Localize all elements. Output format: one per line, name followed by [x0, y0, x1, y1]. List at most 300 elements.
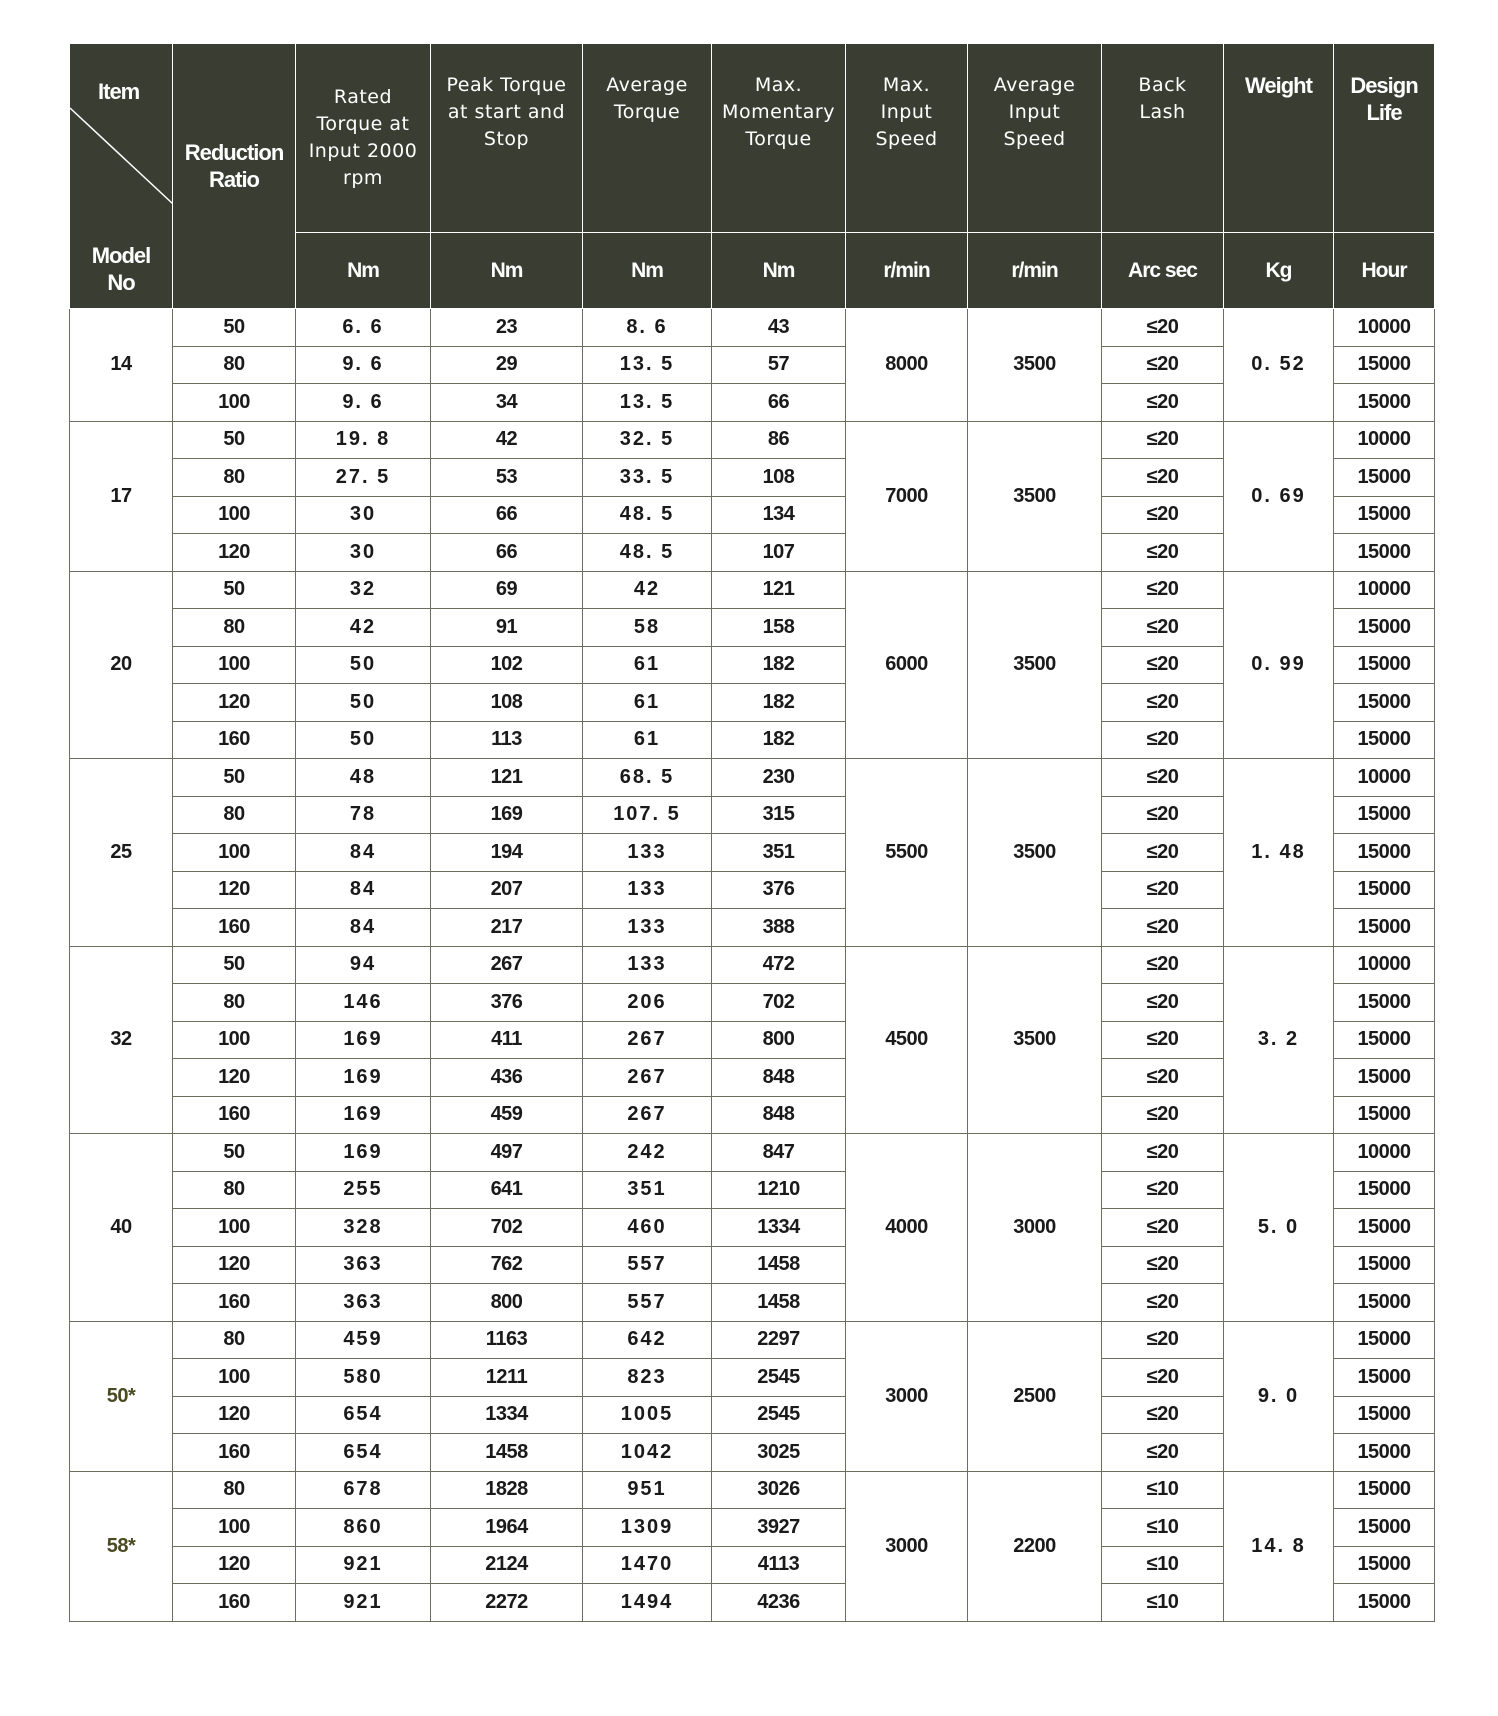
- average-torque-cell: 68. 5: [583, 759, 712, 797]
- max-momentary-torque-cell: 1458: [712, 1284, 846, 1322]
- header-average-input-speed: Average Input Speed: [968, 44, 1102, 233]
- unit-peak-torque: Nm: [431, 233, 583, 309]
- average-torque-cell: 133: [583, 909, 712, 947]
- rated-torque-cell: 328: [296, 1209, 431, 1247]
- max-momentary-torque-cell: 43: [712, 309, 846, 347]
- peak-torque-cell: 194: [431, 834, 583, 872]
- max-momentary-torque-cell: 315: [712, 796, 846, 834]
- max-momentary-torque-cell: 848: [712, 1096, 846, 1134]
- ratio-cell: 100: [173, 496, 296, 534]
- ratio-cell: 160: [173, 909, 296, 947]
- max-input-speed-cell: 7000: [846, 421, 968, 571]
- rated-torque-cell: 84: [296, 834, 431, 872]
- back-lash-cell: ≤20: [1102, 534, 1224, 572]
- max-momentary-torque-cell: 1210: [712, 1171, 846, 1209]
- table-row: [70, 571, 1435, 609]
- peak-torque-cell: 42: [431, 421, 583, 459]
- ratio-cell: 120: [173, 1396, 296, 1434]
- rated-torque-cell: 9. 6: [296, 346, 431, 384]
- ratio-cell: 80: [173, 346, 296, 384]
- max-momentary-torque-cell: 848: [712, 1059, 846, 1097]
- unit-design-life: Hour: [1334, 233, 1435, 309]
- rated-torque-cell: 678: [296, 1471, 431, 1509]
- model-cell: 14: [70, 309, 173, 422]
- table-row: [70, 759, 1435, 797]
- rated-torque-cell: 169: [296, 1059, 431, 1097]
- max-momentary-torque-cell: 1458: [712, 1246, 846, 1284]
- design-life-cell: 15000: [1334, 684, 1435, 722]
- peak-torque-cell: 207: [431, 871, 583, 909]
- ratio-cell: 100: [173, 1359, 296, 1397]
- header-row-labels: [70, 44, 1435, 233]
- peak-torque-cell: 113: [431, 721, 583, 759]
- rated-torque-cell: 146: [296, 984, 431, 1022]
- max-momentary-torque-cell: 66: [712, 384, 846, 422]
- ratio-cell: 120: [173, 871, 296, 909]
- ratio-cell: 120: [173, 1246, 296, 1284]
- max-momentary-torque-cell: 57: [712, 346, 846, 384]
- peak-torque-cell: 1334: [431, 1396, 583, 1434]
- peak-torque-cell: 2272: [431, 1584, 583, 1622]
- average-torque-cell: 1042: [583, 1434, 712, 1472]
- peak-torque-cell: 762: [431, 1246, 583, 1284]
- max-input-speed-cell: 4000: [846, 1134, 968, 1322]
- unit-max-momentary-torque: Nm: [712, 233, 846, 309]
- ratio-cell: 80: [173, 1471, 296, 1509]
- unit-back-lash: Arc sec: [1102, 233, 1224, 309]
- model-cell: 50*: [70, 1321, 173, 1471]
- rated-torque-cell: 921: [296, 1546, 431, 1584]
- header-rated-torque: Rated Torque at Input 2000 rpm: [296, 44, 431, 233]
- back-lash-cell: ≤20: [1102, 1059, 1224, 1097]
- unit-average-torque: Nm: [583, 233, 712, 309]
- ratio-cell: 160: [173, 721, 296, 759]
- average-torque-cell: 133: [583, 946, 712, 984]
- average-torque-cell: 1470: [583, 1546, 712, 1584]
- peak-torque-cell: 2124: [431, 1546, 583, 1584]
- header-average-torque: Average Torque: [583, 44, 712, 233]
- back-lash-cell: ≤20: [1102, 1434, 1224, 1472]
- back-lash-cell: ≤10: [1102, 1471, 1224, 1509]
- header-reduction-ratio: Reduction Ratio: [173, 44, 296, 309]
- weight-cell: 5. 0: [1224, 1134, 1334, 1322]
- rated-torque-cell: 255: [296, 1171, 431, 1209]
- max-input-speed-cell: 8000: [846, 309, 968, 422]
- design-life-cell: 10000: [1334, 1134, 1435, 1172]
- average-input-speed-cell: 2500: [968, 1321, 1102, 1471]
- rated-torque-cell: 169: [296, 1134, 431, 1172]
- design-life-cell: 15000: [1334, 1509, 1435, 1547]
- peak-torque-cell: 1163: [431, 1321, 583, 1359]
- design-life-cell: 15000: [1334, 459, 1435, 497]
- design-life-cell: 10000: [1334, 421, 1435, 459]
- average-torque-cell: 1005: [583, 1396, 712, 1434]
- average-torque-cell: 107. 5: [583, 796, 712, 834]
- header-weight: Weight: [1224, 44, 1334, 233]
- max-momentary-torque-cell: 472: [712, 946, 846, 984]
- average-torque-cell: 267: [583, 1021, 712, 1059]
- max-input-speed-cell: 4500: [846, 946, 968, 1134]
- back-lash-cell: ≤20: [1102, 1396, 1224, 1434]
- weight-cell: 3. 2: [1224, 946, 1334, 1134]
- peak-torque-cell: 1828: [431, 1471, 583, 1509]
- max-momentary-torque-cell: 134: [712, 496, 846, 534]
- design-life-cell: 15000: [1334, 1021, 1435, 1059]
- design-life-cell: 15000: [1334, 871, 1435, 909]
- back-lash-cell: ≤20: [1102, 571, 1224, 609]
- peak-torque-cell: 459: [431, 1096, 583, 1134]
- back-lash-cell: ≤20: [1102, 1246, 1224, 1284]
- peak-torque-cell: 66: [431, 534, 583, 572]
- max-momentary-torque-cell: 182: [712, 684, 846, 722]
- rated-torque-cell: 580: [296, 1359, 431, 1397]
- max-momentary-torque-cell: 847: [712, 1134, 846, 1172]
- max-input-speed-cell: 6000: [846, 571, 968, 759]
- rated-torque-cell: 860: [296, 1509, 431, 1547]
- ratio-cell: 100: [173, 1209, 296, 1247]
- back-lash-cell: ≤20: [1102, 1134, 1224, 1172]
- back-lash-cell: ≤20: [1102, 834, 1224, 872]
- peak-torque-cell: 169: [431, 796, 583, 834]
- rated-torque-cell: 78: [296, 796, 431, 834]
- average-torque-cell: 557: [583, 1246, 712, 1284]
- average-torque-cell: 48. 5: [583, 496, 712, 534]
- average-torque-cell: 32. 5: [583, 421, 712, 459]
- max-momentary-torque-cell: 182: [712, 646, 846, 684]
- design-life-cell: 15000: [1334, 834, 1435, 872]
- rated-torque-cell: 654: [296, 1434, 431, 1472]
- rated-torque-cell: 363: [296, 1284, 431, 1322]
- max-momentary-torque-cell: 2545: [712, 1396, 846, 1434]
- design-life-cell: 15000: [1334, 984, 1435, 1022]
- design-life-cell: 15000: [1334, 796, 1435, 834]
- table-row: [70, 309, 1435, 347]
- average-torque-cell: 557: [583, 1284, 712, 1322]
- unit-rated-torque: Nm: [296, 233, 431, 309]
- average-torque-cell: 61: [583, 721, 712, 759]
- back-lash-cell: ≤20: [1102, 609, 1224, 647]
- rated-torque-cell: 50: [296, 684, 431, 722]
- back-lash-cell: ≤20: [1102, 646, 1224, 684]
- peak-torque-cell: 23: [431, 309, 583, 347]
- average-torque-cell: 48. 5: [583, 534, 712, 572]
- peak-torque-cell: 411: [431, 1021, 583, 1059]
- back-lash-cell: ≤10: [1102, 1509, 1224, 1547]
- header-max-momentary-torque: Max. Momentary Torque: [712, 44, 846, 233]
- average-input-speed-cell: 3500: [968, 421, 1102, 571]
- rated-torque-cell: 459: [296, 1321, 431, 1359]
- average-torque-cell: 61: [583, 646, 712, 684]
- model-cell: 25: [70, 759, 173, 947]
- corner-header: [70, 44, 173, 309]
- average-torque-cell: 61: [583, 684, 712, 722]
- design-life-cell: 15000: [1334, 1321, 1435, 1359]
- rated-torque-cell: 27. 5: [296, 459, 431, 497]
- average-torque-cell: 242: [583, 1134, 712, 1172]
- design-life-cell: 15000: [1334, 609, 1435, 647]
- max-momentary-torque-cell: 107: [712, 534, 846, 572]
- back-lash-cell: ≤20: [1102, 496, 1224, 534]
- max-momentary-torque-cell: 702: [712, 984, 846, 1022]
- back-lash-cell: ≤20: [1102, 1321, 1224, 1359]
- ratio-cell: 100: [173, 646, 296, 684]
- max-input-speed-cell: 5500: [846, 759, 968, 947]
- back-lash-cell: ≤20: [1102, 1096, 1224, 1134]
- ratio-cell: 160: [173, 1434, 296, 1472]
- max-momentary-torque-cell: 86: [712, 421, 846, 459]
- design-life-cell: 15000: [1334, 1284, 1435, 1322]
- rated-torque-cell: 50: [296, 721, 431, 759]
- design-life-cell: 15000: [1334, 346, 1435, 384]
- table-row: [70, 946, 1435, 984]
- unit-average-input-speed: r/min: [968, 233, 1102, 309]
- average-torque-cell: 58: [583, 609, 712, 647]
- average-torque-cell: 33. 5: [583, 459, 712, 497]
- peak-torque-cell: 34: [431, 384, 583, 422]
- max-momentary-torque-cell: 800: [712, 1021, 846, 1059]
- weight-cell: 14. 8: [1224, 1471, 1334, 1621]
- rated-torque-cell: 9. 6: [296, 384, 431, 422]
- average-torque-cell: 1494: [583, 1584, 712, 1622]
- design-life-cell: 15000: [1334, 384, 1435, 422]
- peak-torque-cell: 108: [431, 684, 583, 722]
- max-momentary-torque-cell: 2297: [712, 1321, 846, 1359]
- design-life-cell: 10000: [1334, 309, 1435, 347]
- table-row: [70, 421, 1435, 459]
- weight-cell: 0. 52: [1224, 309, 1334, 422]
- peak-torque-cell: 1458: [431, 1434, 583, 1472]
- ratio-cell: 120: [173, 684, 296, 722]
- peak-torque-cell: 102: [431, 646, 583, 684]
- header-design-life: Design Life: [1334, 44, 1435, 233]
- back-lash-cell: ≤20: [1102, 1209, 1224, 1247]
- ratio-cell: 50: [173, 421, 296, 459]
- unit-max-input-speed: r/min: [846, 233, 968, 309]
- max-momentary-torque-cell: 3025: [712, 1434, 846, 1472]
- header-back-lash: Back Lash: [1102, 44, 1224, 233]
- design-life-cell: 15000: [1334, 496, 1435, 534]
- ratio-cell: 50: [173, 1134, 296, 1172]
- rated-torque-cell: 48: [296, 759, 431, 797]
- average-input-speed-cell: 3500: [968, 759, 1102, 947]
- design-life-cell: 15000: [1334, 1434, 1435, 1472]
- design-life-cell: 15000: [1334, 909, 1435, 947]
- max-momentary-torque-cell: 2545: [712, 1359, 846, 1397]
- design-life-cell: 15000: [1334, 1171, 1435, 1209]
- rated-torque-cell: 42: [296, 609, 431, 647]
- model-cell: 17: [70, 421, 173, 571]
- ratio-cell: 80: [173, 984, 296, 1022]
- back-lash-cell: ≤20: [1102, 346, 1224, 384]
- rated-torque-cell: 19. 8: [296, 421, 431, 459]
- average-input-speed-cell: 3500: [968, 309, 1102, 422]
- peak-torque-cell: 1964: [431, 1509, 583, 1547]
- corner-item-label: Item: [98, 79, 140, 104]
- peak-torque-cell: 217: [431, 909, 583, 947]
- design-life-cell: 15000: [1334, 1096, 1435, 1134]
- table-body: [70, 309, 1435, 1622]
- peak-torque-cell: 497: [431, 1134, 583, 1172]
- ratio-cell: 160: [173, 1284, 296, 1322]
- back-lash-cell: ≤20: [1102, 421, 1224, 459]
- back-lash-cell: ≤20: [1102, 871, 1224, 909]
- back-lash-cell: ≤20: [1102, 384, 1224, 422]
- peak-torque-cell: 29: [431, 346, 583, 384]
- peak-torque-cell: 800: [431, 1284, 583, 1322]
- peak-torque-cell: 376: [431, 984, 583, 1022]
- max-momentary-torque-cell: 4236: [712, 1584, 846, 1622]
- rated-torque-cell: 84: [296, 909, 431, 947]
- peak-torque-cell: 1211: [431, 1359, 583, 1397]
- rated-torque-cell: 6. 6: [296, 309, 431, 347]
- rated-torque-cell: 50: [296, 646, 431, 684]
- rated-torque-cell: 84: [296, 871, 431, 909]
- table-row: [70, 1321, 1435, 1359]
- average-torque-cell: 42: [583, 571, 712, 609]
- weight-cell: 1. 48: [1224, 759, 1334, 947]
- ratio-cell: 120: [173, 1059, 296, 1097]
- design-life-cell: 10000: [1334, 946, 1435, 984]
- max-momentary-torque-cell: 121: [712, 571, 846, 609]
- max-input-speed-cell: 3000: [846, 1321, 968, 1471]
- peak-torque-cell: 91: [431, 609, 583, 647]
- model-cell: 32: [70, 946, 173, 1134]
- peak-torque-cell: 66: [431, 496, 583, 534]
- average-torque-cell: 460: [583, 1209, 712, 1247]
- back-lash-cell: ≤20: [1102, 796, 1224, 834]
- ratio-cell: 80: [173, 796, 296, 834]
- peak-torque-cell: 53: [431, 459, 583, 497]
- average-input-speed-cell: 3500: [968, 571, 1102, 759]
- design-life-cell: 15000: [1334, 534, 1435, 572]
- max-momentary-torque-cell: 3927: [712, 1509, 846, 1547]
- design-life-cell: 10000: [1334, 759, 1435, 797]
- average-torque-cell: 13. 5: [583, 384, 712, 422]
- back-lash-cell: ≤20: [1102, 909, 1224, 947]
- design-life-cell: 15000: [1334, 1396, 1435, 1434]
- max-momentary-torque-cell: 230: [712, 759, 846, 797]
- header-max-input-speed: Max. Input Speed: [846, 44, 968, 233]
- model-cell: 40: [70, 1134, 173, 1322]
- back-lash-cell: ≤20: [1102, 1021, 1224, 1059]
- average-torque-cell: 8. 6: [583, 309, 712, 347]
- average-input-speed-cell: 3500: [968, 946, 1102, 1134]
- average-torque-cell: 642: [583, 1321, 712, 1359]
- weight-cell: 0. 99: [1224, 571, 1334, 759]
- ratio-cell: 50: [173, 946, 296, 984]
- peak-torque-cell: 436: [431, 1059, 583, 1097]
- max-input-speed-cell: 3000: [846, 1471, 968, 1621]
- table-row: [70, 1471, 1435, 1509]
- back-lash-cell: ≤20: [1102, 1359, 1224, 1397]
- ratio-cell: 120: [173, 534, 296, 572]
- table-header: [70, 44, 1435, 309]
- ratio-cell: 80: [173, 609, 296, 647]
- ratio-cell: 100: [173, 1021, 296, 1059]
- average-torque-cell: 951: [583, 1471, 712, 1509]
- ratio-cell: 160: [173, 1584, 296, 1622]
- back-lash-cell: ≤20: [1102, 1284, 1224, 1322]
- back-lash-cell: ≤10: [1102, 1546, 1224, 1584]
- back-lash-cell: ≤20: [1102, 721, 1224, 759]
- design-life-cell: 15000: [1334, 1584, 1435, 1622]
- average-torque-cell: 267: [583, 1059, 712, 1097]
- back-lash-cell: ≤20: [1102, 984, 1224, 1022]
- ratio-cell: 80: [173, 1171, 296, 1209]
- header-peak-torque: Peak Torque at start and Stop: [431, 44, 583, 233]
- design-life-cell: 15000: [1334, 721, 1435, 759]
- average-torque-cell: 206: [583, 984, 712, 1022]
- design-life-cell: 15000: [1334, 1471, 1435, 1509]
- model-cell: 20: [70, 571, 173, 759]
- max-momentary-torque-cell: 351: [712, 834, 846, 872]
- unit-weight: Kg: [1224, 233, 1334, 309]
- ratio-cell: 80: [173, 459, 296, 497]
- design-life-cell: 15000: [1334, 1209, 1435, 1247]
- average-torque-cell: 351: [583, 1171, 712, 1209]
- ratio-cell: 100: [173, 384, 296, 422]
- ratio-cell: 160: [173, 1096, 296, 1134]
- rated-torque-cell: 30: [296, 496, 431, 534]
- average-input-speed-cell: 2200: [968, 1471, 1102, 1621]
- max-momentary-torque-cell: 158: [712, 609, 846, 647]
- back-lash-cell: ≤20: [1102, 684, 1224, 722]
- peak-torque-cell: 702: [431, 1209, 583, 1247]
- ratio-cell: 50: [173, 759, 296, 797]
- spec-table: [69, 43, 1435, 1622]
- max-momentary-torque-cell: 388: [712, 909, 846, 947]
- max-momentary-torque-cell: 376: [712, 871, 846, 909]
- rated-torque-cell: 94: [296, 946, 431, 984]
- max-momentary-torque-cell: 1334: [712, 1209, 846, 1247]
- ratio-cell: 100: [173, 834, 296, 872]
- ratio-cell: 50: [173, 309, 296, 347]
- average-torque-cell: 13. 5: [583, 346, 712, 384]
- rated-torque-cell: 363: [296, 1246, 431, 1284]
- corner-model-label: Model No: [91, 243, 151, 295]
- design-life-cell: 15000: [1334, 1059, 1435, 1097]
- ratio-cell: 80: [173, 1321, 296, 1359]
- peak-torque-cell: 69: [431, 571, 583, 609]
- average-torque-cell: 267: [583, 1096, 712, 1134]
- peak-torque-cell: 267: [431, 946, 583, 984]
- design-life-cell: 15000: [1334, 1546, 1435, 1584]
- rated-torque-cell: 169: [296, 1096, 431, 1134]
- average-torque-cell: 823: [583, 1359, 712, 1397]
- max-momentary-torque-cell: 4113: [712, 1546, 846, 1584]
- average-input-speed-cell: 3000: [968, 1134, 1102, 1322]
- ratio-cell: 50: [173, 571, 296, 609]
- rated-torque-cell: 32: [296, 571, 431, 609]
- table-row: [70, 1134, 1435, 1172]
- ratio-cell: 100: [173, 1509, 296, 1547]
- back-lash-cell: ≤20: [1102, 946, 1224, 984]
- back-lash-cell: ≤10: [1102, 1584, 1224, 1622]
- back-lash-cell: ≤20: [1102, 1171, 1224, 1209]
- weight-cell: 0. 69: [1224, 421, 1334, 571]
- peak-torque-cell: 641: [431, 1171, 583, 1209]
- weight-cell: 9. 0: [1224, 1321, 1334, 1471]
- average-torque-cell: 133: [583, 834, 712, 872]
- design-life-cell: 15000: [1334, 1359, 1435, 1397]
- design-life-cell: 10000: [1334, 571, 1435, 609]
- back-lash-cell: ≤20: [1102, 309, 1224, 347]
- average-torque-cell: 133: [583, 871, 712, 909]
- max-momentary-torque-cell: 182: [712, 721, 846, 759]
- back-lash-cell: ≤20: [1102, 759, 1224, 797]
- design-life-cell: 15000: [1334, 646, 1435, 684]
- model-cell: 58*: [70, 1471, 173, 1621]
